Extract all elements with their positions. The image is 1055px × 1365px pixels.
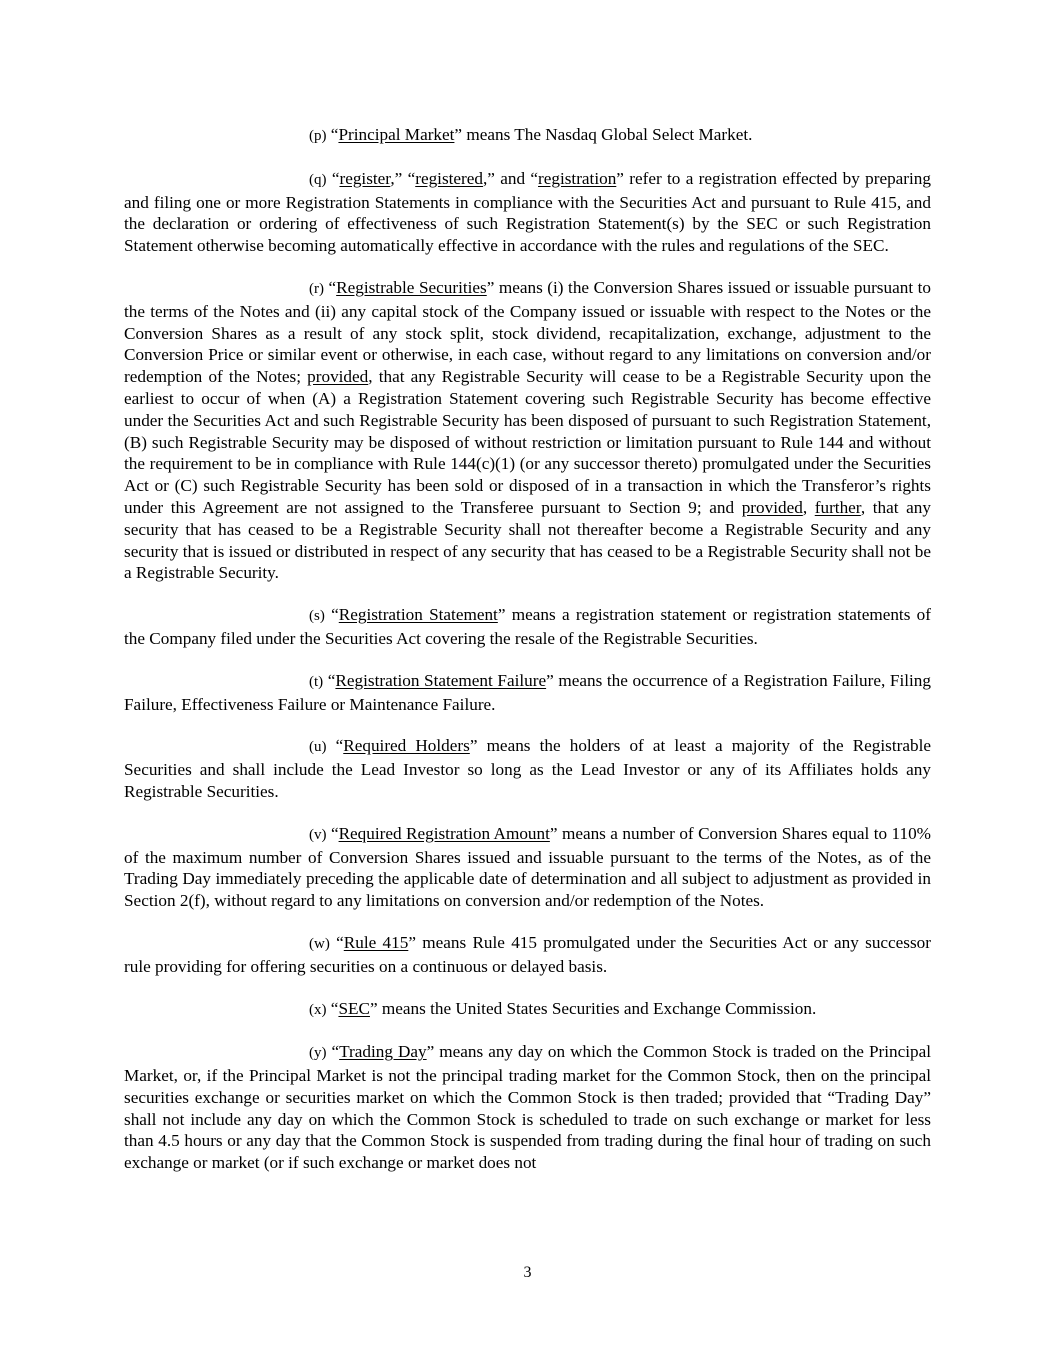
clause-label: (y) <box>309 1045 327 1062</box>
definition-text: ” means any day on which the Common Stock is traded on the Principal Market, or, if the Principal Market is not the principal trading market for the Common Stock, then on the principal securities exchange or securities market on which the Common Stock is then traded; provided that “Trading Day” shall not include any day on which the Common Stock is scheduled to trade on such exchange or market for less than 4.5 hours or any day that the Common Stock is suspended from trading during the final hour of trading on such exchange or market (or if such exchange or market does not <box>124 1042 932 1173</box>
defined-term: registered <box>415 168 483 188</box>
definition-registration-statement: (s) “Registration Statement” means a registration statement or registration statements of the Company filed under the Securities Act covering the resale of the Registrable Securities. <box>124 605 931 648</box>
defined-term: Required Registration Amount <box>338 823 550 843</box>
page-number: 3 <box>523 1264 532 1281</box>
definition-trading-day: (y) “Trading Day” means any day on which the Common Stock is traded on the Principal Market, or, if the Principal Market is not the principal trading market for the Common Stock, then on the principal securities exchange or securities market on which the Common Stock is then traded; provided that “Trading Day” shall not include any day on which the Common Stock is scheduled to trade on such exchange or market for less than 4.5 hours or any day that the Common Stock is suspended from trading during the final hour of trading on such exchange or market (or if such exchange or market does not <box>124 1042 932 1173</box>
defined-term: register <box>339 168 391 188</box>
definition-registrable-securities: (r) “Registrable Securities” means (i) the Conversion Shares issued or issuable pursuant to the terms of the Notes and (ii) any capital stock of the Company issued or issuable with respect to the Notes or the Conversion Shares as a result of any stock split, stock dividend, recapitalization, exchange, adjustment to the Conversion Price or similar event or otherwise, in each case, without regard to any limitations on conversion and/or redemption of the Notes; provided, that any Registrable Security will cease to be a Registrable Security upon the earliest to occur of when (A) a Registration Statement covering such Registrable Security has become effective under the Securities Act and such Registrable Security has been disposed of pursuant to such Registration Statement, (B) such Registrable Security may be disposed of without restriction or limitation pursuant to Rule 144 and without the requirement to be in compliance with Rule 144(c)(1) (or any successor thereto) promulgated under the Securities Act or (C) such Registrable Security has been sold or disposed of in a transaction in which the Transferor’s rights under this Agreement are not assigned to the Transferee pursuant to Section 9; and provided, further, that any security that has ceased to be a Registrable Security shall not thereafter become a Registrable Security and any security that is issued or distributed in respect of any security that has ceased to be a Registrable Security shall not be a Registrable Security. <box>124 277 932 583</box>
defined-term: Registration Statement <box>338 605 498 625</box>
clause-label: (x) <box>309 1001 327 1018</box>
defined-term: SEC <box>338 998 370 1018</box>
definition-text: ” means a registration statement or registration statements of the Company filed under the Securities Act covering the resale of the Registrable Securities. <box>124 605 931 648</box>
clause-label: (s) <box>309 608 325 625</box>
term-separator: ,” “ <box>390 168 416 188</box>
defined-term: Required Holders <box>343 736 470 756</box>
definition-text: ” means the occurrence of a Registration Failure, Filing Failure, Effectiveness Failure or Maintenance Failure. <box>124 670 931 714</box>
document-body <box>124 124 931 1194</box>
definition-required-holders: (u) “Required Holders” means the holders of at least a majority of the Registrable Securities and shall include the Lead Investor so long as the Lead Investor or any of its Affiliates holds any Registrable Securities. <box>124 736 931 801</box>
defined-term: Rule 415 <box>343 932 409 952</box>
definition-rule-415: (w) “Rule 415” means Rule 415 promulgated under the Securities Act or any successor rule providing for offering securities on a continuous or delayed basis. <box>124 932 931 976</box>
defined-term: Registrable Securities <box>336 277 487 297</box>
clause-label: (q) <box>309 171 327 188</box>
comma: , <box>802 497 815 517</box>
provided-term: provided <box>307 367 369 387</box>
clause-label: (v) <box>309 826 327 843</box>
definition-sec: (x) “SEC” means the United States Securities and Exchange Commission. <box>309 998 817 1018</box>
further-term: further <box>814 497 861 517</box>
defined-term: Principal Market <box>338 125 455 144</box>
definition-text: , that any security that has ceased to be a Registrable Security shall not thereafter become a Registrable Security and any security that is issued or distributed in respect of any security that has ceased to be a Registrable Security shall not be a Registrable Security. <box>124 497 931 583</box>
definition-text: ” means a number of Conversion Shares equal to 110% of the maximum number of Conversion Shares issued and issuable pursuant to the terms of the Notes, as of the Trading Day immediately preceding the applicable date of determination and all subject to adjustment as provided in Section 2(f), without regard to any limitations on conversion and/or redemption of the Notes. <box>124 823 931 911</box>
defined-term: Trading Day <box>339 1042 427 1062</box>
definition-text: ” means the United States Securities and Exchange Commission. <box>369 998 817 1018</box>
definition-text: ” means The Nasdaq Global Select Market. <box>454 125 753 144</box>
definition-text: ” means (i) the Conversion Shares issued or issuable pursuant to the terms of the Notes and (ii) any capital stock of the Company issued or issuable with respect to the Notes or the Conversion Shares as a result of any stock split, stock dividend, recapitalization, exchange, adjustment to the Conversion Price or similar event or otherwise, in each case, without regard to any limitations on conversion and/or redemption of the Notes; <box>124 277 931 387</box>
clause-label: (p) <box>309 128 327 144</box>
term-separator: ,” and “ <box>482 168 539 188</box>
definition-text: ” means the holders of at least a majority of the Registrable Securities and shall include the Lead Investor so long as the Lead Investor or any of its Affiliates holds any Registrable Securities. <box>124 736 931 801</box>
defined-term: Registration Statement Failure <box>335 670 547 690</box>
defined-term: registration <box>538 168 617 188</box>
clause-label: (w) <box>309 935 330 952</box>
definition-text: ” refer to a registration effected by preparing and filing one or more Registration Statements in compliance with the Securities Act and pursuant to Rule 415, and the declaration or ordering of effectiveness of such Registration Statement(s) by the SEC or such Registration Statement otherwise becoming automatically effective in accordance with the rules and regulations of the SEC. <box>124 168 931 256</box>
clause-label: (u) <box>309 739 327 756</box>
provided-term: provided <box>741 497 803 517</box>
definition-register: (q) “register,” “registered,” and “registration” refer to a registration effected by preparing and filing one or more Registration Statements in compliance with the Securities Act and pursuant to Rule 415, and the declaration or ordering of effectiveness of such Registration Statement(s) by the SEC or such Registration Statement otherwise becoming automatically effective in accordance with the rules and regulations of the SEC. <box>124 168 931 256</box>
definition-required-registration-amount: (v) “Required Registration Amount” means a number of Conversion Shares equal to 110% of the maximum number of Conversion Shares issued and issuable pursuant to the terms of the Notes, as of the Trading Day immediately preceding the applicable date of determination and all subject to adjustment as provided in Section 2(f), without regard to any limitations on conversion and/or redemption of the Notes. <box>124 823 931 911</box>
definition-registration-statement-failure: (t) “Registration Statement Failure” means the occurrence of a Registration Failure, Filing Failure, Effectiveness Failure or Maintenance Failure. <box>124 670 931 714</box>
definition-principal-market: (p) “Principal Market” means The Nasdaq Global Select Market. <box>309 125 753 144</box>
clause-label: (t) <box>309 673 324 690</box>
definition-text: ” means Rule 415 promulgated under the Securities Act or any successor rule providing for offering securities on a continuous or delayed basis. <box>124 932 931 976</box>
clause-label: (r) <box>309 280 324 297</box>
definition-text: , that any Registrable Security will cease to be a Registrable Security upon the earliest to occur of when (A) a Registration Statement covering such Registrable Security has become effective under the Securities Act and such Registrable Security has been disposed of pursuant to such Registration Statement, (B) such Registrable Security may be disposed of without restriction or limitation pursuant to Rule 144 and without the requirement to be in compliance with Rule 144(c)(1) (or any successor thereto) promulgated under the Securities Act or (C) such Registrable Security has been sold or disposed of in a transaction in which the Transferor’s rights under this Agreement are not assigned to the Transferee pursuant to Section 9; and <box>124 367 932 517</box>
